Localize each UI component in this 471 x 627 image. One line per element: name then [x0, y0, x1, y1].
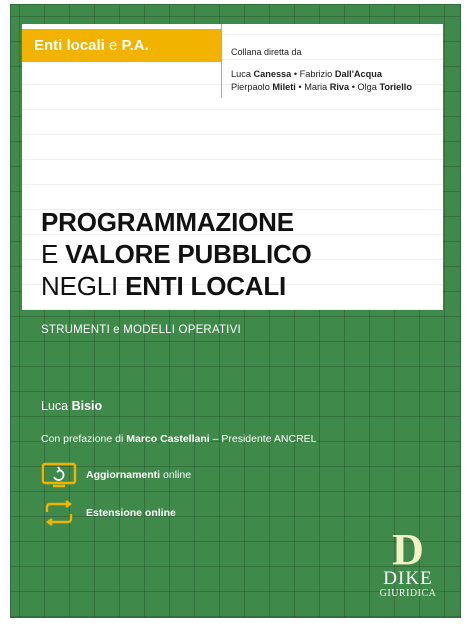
editor-last: Toriello: [379, 82, 412, 92]
feature-updates-online: [41, 462, 191, 488]
separator: •: [291, 69, 300, 79]
editor-first: Luca: [231, 69, 254, 79]
separator: •: [349, 82, 358, 92]
feature-label-bold: Estensione online: [86, 507, 176, 519]
feature-label-rest: online: [160, 469, 192, 481]
author-first: Luca: [41, 399, 72, 413]
title-line-3-bold: ENTI LOCALI: [125, 271, 287, 301]
preface-name: Marco Castellani: [126, 433, 210, 445]
editor-first: Fabrizio: [299, 69, 335, 79]
subtitle: STRUMENTI e MODELLI OPERATIVI: [41, 324, 241, 336]
publisher-mark: D: [392, 525, 424, 574]
series-tag: [22, 29, 221, 62]
publisher-subname: GIURIDICA: [379, 588, 437, 599]
series-name-end: P.A.: [117, 37, 149, 54]
author-last: Bisio: [71, 399, 103, 413]
title-line-3-light: NEGLI: [41, 271, 126, 301]
editor-last: Riva: [329, 82, 350, 92]
separator: •: [295, 82, 305, 92]
feature-online-extension: [41, 500, 176, 526]
preface-suffix: – Presidente ANCREL: [209, 433, 317, 445]
editor-last: Mileti: [272, 82, 296, 92]
editor-last: Canessa: [253, 69, 292, 79]
preface-line: [41, 433, 317, 445]
sync-arrows-icon: [41, 500, 77, 526]
editor-first: Olga: [357, 82, 380, 92]
editor-last: Dall'Acqua: [334, 69, 382, 79]
monitor-refresh-icon: [41, 462, 77, 488]
title-line-2-bold: VALORE PUBBLICO: [65, 239, 312, 269]
feature-label-bold: Aggiornamenti: [86, 469, 161, 481]
divider-line: [221, 24, 222, 98]
book-title: [41, 206, 312, 302]
author: [41, 399, 102, 413]
preface-prefix: Con prefazione di: [41, 433, 127, 445]
editor-first: Maria: [304, 82, 330, 92]
directed-by-label: Collana diretta da: [231, 47, 302, 57]
series-name-connector: e: [109, 37, 118, 54]
series-editors: [231, 68, 412, 94]
publisher-logo: [371, 525, 445, 599]
title-line-2-light: E: [41, 239, 66, 269]
series-name: Enti locali: [34, 37, 110, 54]
publisher-name: DIKE: [383, 568, 433, 589]
title-line-1: PROGRAMMAZIONE: [41, 207, 294, 237]
editor-first: Pierpaolo: [231, 82, 273, 92]
